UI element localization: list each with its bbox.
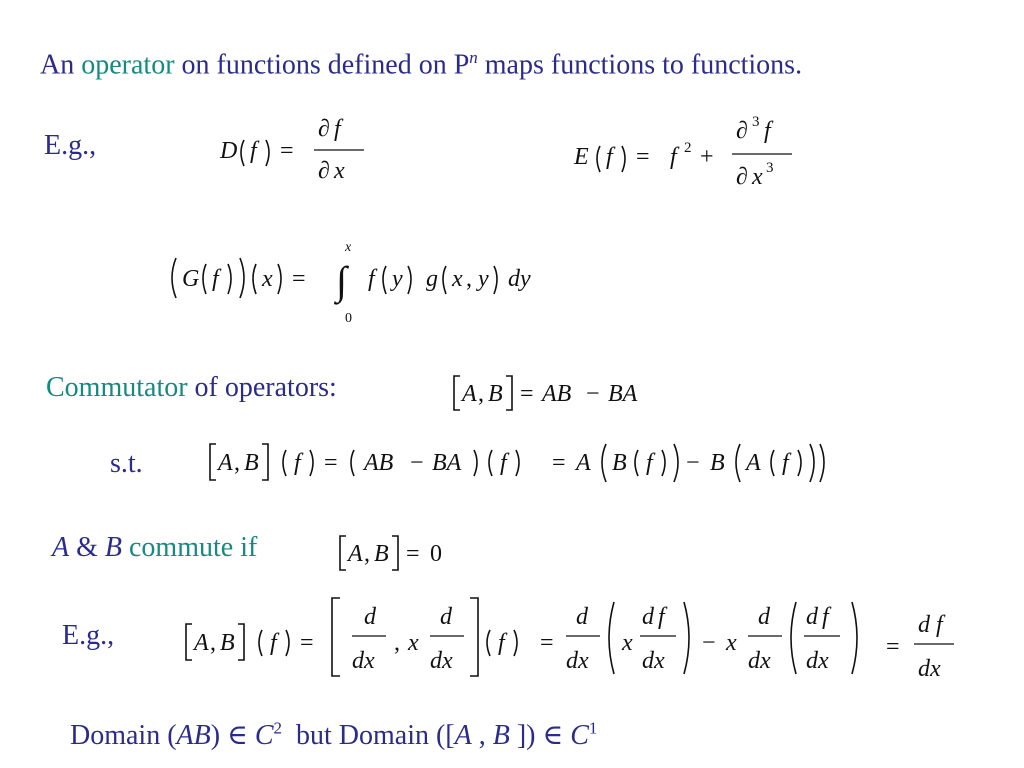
equation-e bbox=[570, 112, 810, 196]
operator-term: operator bbox=[81, 49, 175, 81]
svg-text:dx: dx bbox=[918, 656, 941, 682]
svg-text:=: = bbox=[886, 634, 900, 660]
svg-text:dx: dx bbox=[430, 648, 453, 674]
svg-text:B: B bbox=[244, 450, 259, 476]
svg-text:−: − bbox=[410, 450, 424, 476]
eg-label-1: E.g., bbox=[44, 130, 97, 161]
svg-text:d: d bbox=[440, 604, 452, 630]
svg-text:=: = bbox=[300, 630, 314, 656]
svg-text:3: 3 bbox=[752, 114, 760, 130]
svg-text:f: f bbox=[498, 630, 505, 656]
svg-text:f: f bbox=[658, 604, 665, 630]
svg-text:B: B bbox=[612, 450, 627, 476]
svg-text:B: B bbox=[488, 381, 503, 407]
intro-pre: An bbox=[40, 49, 75, 81]
svg-text:dy: dy bbox=[508, 266, 531, 292]
svg-text:=: = bbox=[552, 450, 566, 476]
domain-sup2: 1 bbox=[588, 718, 598, 738]
commutator-line bbox=[46, 372, 337, 404]
svg-text:=: = bbox=[280, 138, 294, 164]
commute-term: commute bbox=[129, 532, 234, 563]
svg-text:y: y bbox=[478, 266, 489, 292]
domain-ab: AB bbox=[176, 720, 211, 751]
svg-text:A: A bbox=[348, 541, 363, 567]
svg-text:d: d bbox=[806, 604, 818, 630]
svg-text:d: d bbox=[758, 604, 770, 630]
commutator-action bbox=[204, 436, 864, 490]
svg-text:B: B bbox=[374, 541, 389, 567]
svg-text:,: , bbox=[394, 630, 400, 656]
svg-text:x: x bbox=[345, 240, 352, 255]
svg-text:x: x bbox=[262, 266, 273, 292]
domain-sup1: 2 bbox=[273, 718, 282, 738]
domain-t2: ) ∈ bbox=[210, 720, 248, 751]
svg-text:dx: dx bbox=[566, 648, 589, 674]
svg-text:dx: dx bbox=[806, 648, 829, 674]
svg-text:,: , bbox=[466, 266, 472, 292]
svg-text:A: A bbox=[576, 450, 591, 476]
svg-text:∂: ∂ bbox=[318, 158, 330, 184]
svg-text:f: f bbox=[606, 144, 613, 170]
commute-condition bbox=[334, 530, 474, 576]
commute-b: B bbox=[104, 532, 122, 563]
svg-text:∂: ∂ bbox=[736, 118, 748, 144]
svg-text:f: f bbox=[368, 266, 375, 292]
intro-sup: n bbox=[469, 48, 478, 67]
svg-text:AB: AB bbox=[364, 450, 394, 476]
st-label: s.t. bbox=[110, 448, 143, 479]
svg-text:∫: ∫ bbox=[336, 258, 347, 303]
svg-text:0: 0 bbox=[345, 311, 352, 326]
svg-text:d: d bbox=[918, 612, 930, 638]
svg-text:,: , bbox=[478, 381, 484, 407]
domain-t3: but Domain ([ bbox=[296, 720, 455, 751]
intro-line bbox=[40, 48, 802, 81]
svg-text:BA: BA bbox=[608, 381, 638, 407]
svg-text:x: x bbox=[726, 630, 737, 656]
svg-text:=: = bbox=[540, 630, 554, 656]
svg-text:∂: ∂ bbox=[318, 116, 330, 142]
equation-d bbox=[214, 112, 384, 192]
svg-text:d: d bbox=[642, 604, 654, 630]
svg-text:E: E bbox=[574, 144, 589, 170]
commute-line bbox=[52, 532, 257, 564]
svg-text:y: y bbox=[392, 266, 403, 292]
svg-text:3: 3 bbox=[766, 160, 774, 176]
svg-text:G: G bbox=[182, 266, 200, 292]
svg-text:f: f bbox=[250, 138, 257, 164]
domain-t4: ]) ∈ bbox=[509, 720, 564, 751]
svg-text:+: + bbox=[700, 144, 714, 170]
svg-text:=: = bbox=[520, 381, 534, 407]
svg-text:f: f bbox=[270, 630, 277, 656]
svg-text:x: x bbox=[622, 630, 633, 656]
commute-a: A bbox=[52, 532, 70, 563]
svg-text:=: = bbox=[292, 266, 306, 292]
svg-text:dx: dx bbox=[642, 648, 665, 674]
domain-a: A bbox=[454, 720, 472, 751]
svg-text:A: A bbox=[218, 450, 233, 476]
domain-c2: C bbox=[570, 720, 589, 751]
svg-text:A: A bbox=[194, 630, 209, 656]
svg-text:,: , bbox=[364, 541, 370, 567]
svg-text:dx: dx bbox=[352, 648, 375, 674]
domain-b: B bbox=[492, 720, 510, 751]
svg-text:f: f bbox=[212, 266, 219, 292]
svg-text:−: − bbox=[686, 450, 700, 476]
svg-text:2: 2 bbox=[684, 140, 692, 156]
svg-text:BA: BA bbox=[432, 450, 462, 476]
commute-if: if bbox=[240, 532, 258, 563]
commutator-term: Commutator bbox=[46, 372, 188, 403]
domain-comma: , bbox=[471, 720, 493, 751]
svg-text:f: f bbox=[782, 450, 789, 476]
domain-c: C bbox=[254, 720, 274, 751]
svg-text:f: f bbox=[294, 450, 301, 476]
intro-mid: on functions defined on P bbox=[181, 49, 470, 81]
svg-text:f: f bbox=[500, 450, 507, 476]
svg-text:A: A bbox=[746, 450, 761, 476]
svg-text:0: 0 bbox=[430, 541, 442, 567]
svg-text:=: = bbox=[636, 144, 650, 170]
svg-text:∂: ∂ bbox=[736, 164, 748, 190]
domain-t1: Domain ( bbox=[70, 720, 177, 751]
svg-text:dx: dx bbox=[748, 648, 771, 674]
svg-text:f: f bbox=[334, 116, 341, 142]
eg-label-2: E.g., bbox=[62, 620, 115, 651]
svg-text:D: D bbox=[220, 138, 238, 164]
svg-text:x: x bbox=[752, 164, 763, 190]
svg-text:f: f bbox=[936, 612, 943, 638]
svg-text:f: f bbox=[822, 604, 829, 630]
svg-text:B: B bbox=[220, 630, 235, 656]
domain-line bbox=[70, 718, 597, 752]
svg-text:B: B bbox=[710, 450, 725, 476]
svg-text:x: x bbox=[452, 266, 463, 292]
commute-amp: & bbox=[76, 532, 98, 563]
svg-text:x: x bbox=[408, 630, 419, 656]
commutator-definition bbox=[448, 368, 678, 418]
svg-text:A: A bbox=[462, 381, 477, 407]
svg-text:g: g bbox=[426, 266, 438, 292]
svg-text:f: f bbox=[670, 144, 677, 170]
svg-text:AB: AB bbox=[542, 381, 572, 407]
svg-text:d: d bbox=[576, 604, 588, 630]
example2-equation bbox=[180, 596, 970, 686]
svg-text:=: = bbox=[324, 450, 338, 476]
intro-post: maps functions to functions. bbox=[484, 49, 803, 81]
svg-text:,: , bbox=[210, 630, 216, 656]
svg-text:,: , bbox=[234, 450, 240, 476]
svg-text:−: − bbox=[702, 630, 716, 656]
commutator-rest: of operators: bbox=[194, 372, 337, 403]
svg-text:f: f bbox=[646, 450, 653, 476]
svg-text:=: = bbox=[406, 541, 420, 567]
equation-g bbox=[164, 236, 584, 326]
svg-text:d: d bbox=[364, 604, 376, 630]
svg-text:x: x bbox=[334, 158, 345, 184]
svg-text:−: − bbox=[586, 381, 600, 407]
svg-text:f: f bbox=[764, 118, 771, 144]
